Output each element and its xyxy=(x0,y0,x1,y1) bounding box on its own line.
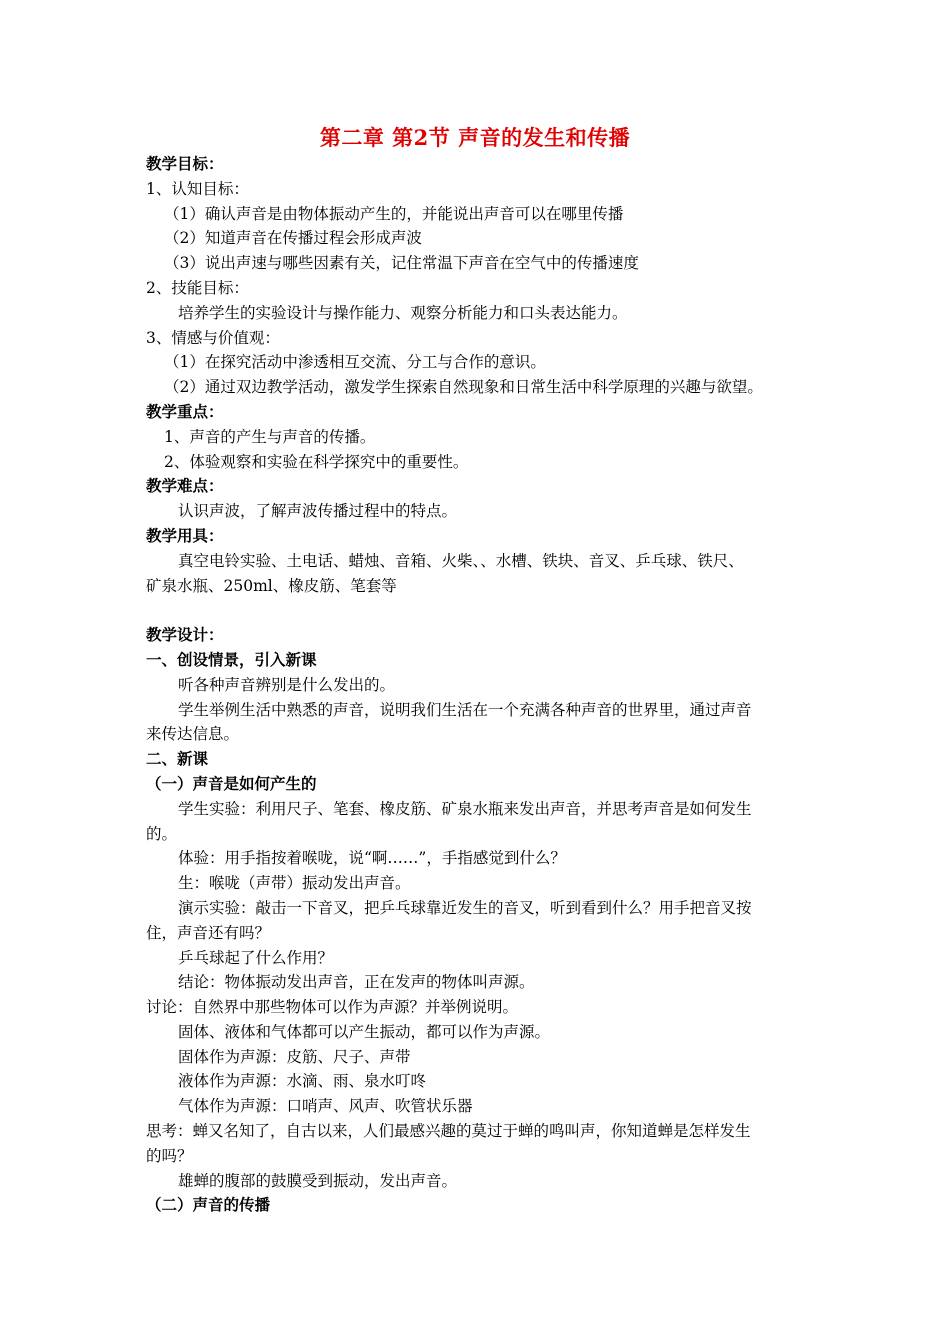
emotion-heading: 3、情感与价值观： xyxy=(146,328,280,347)
cognitive-item: （1）确认声音是由物体振动产生的，并能说出声音可以在哪里传播 xyxy=(164,204,624,223)
tools-line: 真空电铃实验、土电话、蜡烛、音箱、火柴、、水槽、铁块、音叉、乒乓球、铁尺、 xyxy=(178,551,744,570)
paragraph-line: 固体作为声源：皮筋、尺子、声带 xyxy=(178,1047,411,1066)
paragraph-line: 学生实验：利用尺子、笔套、橡皮筋、矿泉水瓶来发出声音，并思考声音是如何发生 xyxy=(178,799,752,818)
paragraph-line: 乒乓球起了什么作用？ xyxy=(178,948,334,967)
sub1-heading: （一）声音是如何产生的 xyxy=(146,773,317,793)
paragraph-line: 雄蝉的腹部的鼓膜受到振动，发出声音。 xyxy=(178,1171,458,1190)
skill-text: 培养学生的实验设计与操作能力、观察分析能力和口头表达能力。 xyxy=(178,303,628,322)
paragraph-line: 液体作为声源：水滴、雨、泉水叮咚 xyxy=(178,1072,427,1091)
document-title: 第二章 第2节 声音的发生和传播 xyxy=(319,125,631,150)
cognitive-item: （2）知道声音在传播过程会形成声波 xyxy=(164,229,422,248)
design-heading: 教学设计： xyxy=(146,625,224,645)
blank-line xyxy=(146,598,816,623)
key-points-heading: 教学重点： xyxy=(146,401,224,421)
difficulty-heading: 教学难点： xyxy=(146,476,224,496)
part2-heading: 二、新课 xyxy=(146,749,209,769)
emotion-item: （2）通过双边教学活动，激发学生探索自然现象和日常生活中科学原理的兴趣与欲望。 xyxy=(164,378,763,397)
key-point-item: 2、体验观察和实验在科学探究中的重要性。 xyxy=(164,452,469,471)
paragraph-line: 听各种声音辨别是什么发出的。 xyxy=(178,675,396,694)
skill-heading: 2、技能目标： xyxy=(146,278,249,297)
paragraph-line: 学生举例生活中熟悉的声音，说明我们生活在一个充满各种声音的世界里，通过声音 xyxy=(178,700,752,719)
paragraph-line: 气体作为声源：口哨声、风声、吹管状乐器 xyxy=(178,1097,473,1116)
tools-line: 矿泉水瓶、250ml、橡皮筋、笔套等 xyxy=(146,576,397,595)
part1-heading: 一、创设情景，引入新课 xyxy=(146,649,317,669)
paragraph-line: 住，声音还有吗？ xyxy=(146,923,271,942)
paragraph-line: 体验：用手指按着喉咙，说“啊……”，手指感觉到什么？ xyxy=(178,849,566,868)
paragraph-line: 演示实验：敲击一下音叉，把乒乓球靠近发生的音叉，听到看到什么？用手把音叉按 xyxy=(178,898,752,917)
tools-heading: 教学用具： xyxy=(146,525,224,545)
difficulty-text: 认识声波，了解声波传播过程中的特点。 xyxy=(178,502,458,521)
paragraph-line: 固体、液体和气体都可以产生振动，都可以作为声源。 xyxy=(178,1022,551,1041)
paragraph-line: 的。 xyxy=(146,824,178,843)
document-body xyxy=(146,152,816,1218)
emotion-item: （1）在探究活动中渗透相互交流、分工与合作的意识。 xyxy=(164,353,546,372)
sub2-heading: （二）声音的传播 xyxy=(146,1195,271,1215)
cognitive-item: （3）说出声速与哪些因素有关，记住常温下声音在空气中的传播速度 xyxy=(164,254,639,273)
objectives-heading: 教学目标： xyxy=(146,154,224,173)
paragraph-line: 的吗？ xyxy=(146,1146,193,1165)
paragraph-line: 讨论：自然界中那些物体可以作为声源？并举例说明。 xyxy=(146,998,519,1017)
key-point-item: 1、声音的产生与声音的传播。 xyxy=(164,427,376,446)
cognitive-heading: 1、认知目标： xyxy=(146,179,249,198)
paragraph-line: 思考：蝉又名知了，自古以来，人们最感兴趣的莫过于蝉的鸣叫声，你知道蝉是怎样发生 xyxy=(146,1122,751,1141)
paragraph-line: 来传达信息。 xyxy=(146,725,240,744)
paragraph-line: 生：喉咙（声带）振动发出声音。 xyxy=(178,874,411,893)
paragraph-line: 结论：物体振动发出声音，正在发声的物体叫声源。 xyxy=(178,973,535,992)
